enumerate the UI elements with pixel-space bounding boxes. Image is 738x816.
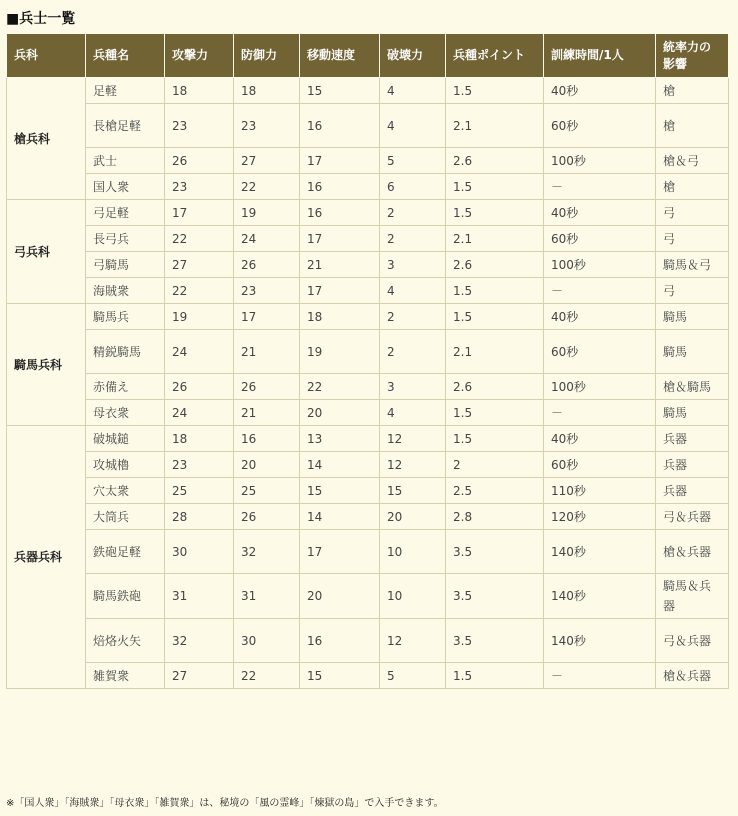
column-header: 兵種ポイント bbox=[446, 34, 544, 78]
table-cell: 2.5 bbox=[446, 478, 544, 504]
table-cell: 4 bbox=[380, 78, 446, 104]
table-cell: 12 bbox=[380, 426, 446, 452]
table-cell: 20 bbox=[300, 400, 380, 426]
table-cell: 2.1 bbox=[446, 226, 544, 252]
table-cell: 30 bbox=[234, 619, 300, 663]
table-cell: 1.5 bbox=[446, 200, 544, 226]
table-cell: 13 bbox=[300, 426, 380, 452]
table-cell: 騎馬 bbox=[656, 400, 729, 426]
soldier-table bbox=[6, 33, 729, 689]
table-cell: 5 bbox=[380, 148, 446, 174]
table-body bbox=[7, 78, 729, 689]
table-cell: 3.5 bbox=[446, 574, 544, 619]
table-cell: － bbox=[544, 174, 656, 200]
table-row bbox=[7, 619, 729, 663]
column-header: 統率力の影響 bbox=[656, 34, 729, 78]
table-cell: 26 bbox=[165, 148, 234, 174]
table-cell: 25 bbox=[234, 478, 300, 504]
table-cell: 6 bbox=[380, 174, 446, 200]
table-cell: 60秒 bbox=[544, 452, 656, 478]
table-row bbox=[7, 530, 729, 574]
table-cell: 騎馬＆兵器 bbox=[656, 574, 729, 619]
table-cell: 27 bbox=[165, 663, 234, 689]
table-cell: 槍＆兵器 bbox=[656, 663, 729, 689]
unit-name-cell: 大筒兵 bbox=[86, 504, 165, 530]
table-cell: 3 bbox=[380, 374, 446, 400]
table-cell: 24 bbox=[234, 226, 300, 252]
table-cell: 22 bbox=[234, 174, 300, 200]
table-cell: 3.5 bbox=[446, 619, 544, 663]
table-cell: 22 bbox=[234, 663, 300, 689]
table-cell: 20 bbox=[234, 452, 300, 478]
table-cell: 16 bbox=[300, 619, 380, 663]
column-header: 兵種名 bbox=[86, 34, 165, 78]
table-cell: 3.5 bbox=[446, 530, 544, 574]
table-cell: 2.1 bbox=[446, 104, 544, 148]
unit-name-cell: 精鋭騎馬 bbox=[86, 330, 165, 374]
table-cell: 槍＆兵器 bbox=[656, 530, 729, 574]
table-cell: 23 bbox=[165, 452, 234, 478]
table-cell: 21 bbox=[300, 252, 380, 278]
table-cell: 5 bbox=[380, 663, 446, 689]
table-cell: 3 bbox=[380, 252, 446, 278]
table-cell: 槍 bbox=[656, 174, 729, 200]
unit-name-cell: 弓騎馬 bbox=[86, 252, 165, 278]
table-cell: 18 bbox=[234, 78, 300, 104]
table-cell: 15 bbox=[300, 78, 380, 104]
table-cell: 15 bbox=[380, 478, 446, 504]
branch-cell: 騎馬兵科 bbox=[7, 304, 86, 426]
table-cell: － bbox=[544, 400, 656, 426]
unit-name-cell: 母衣衆 bbox=[86, 400, 165, 426]
table-cell: 16 bbox=[234, 426, 300, 452]
table-cell: － bbox=[544, 663, 656, 689]
table-cell: 20 bbox=[380, 504, 446, 530]
table-row bbox=[7, 148, 729, 174]
table-cell: 1.5 bbox=[446, 78, 544, 104]
table-row bbox=[7, 330, 729, 374]
table-cell: 16 bbox=[300, 174, 380, 200]
unit-name-cell: 弓足軽 bbox=[86, 200, 165, 226]
table-cell: 26 bbox=[165, 374, 234, 400]
table-cell: 弓＆兵器 bbox=[656, 504, 729, 530]
table-cell: 14 bbox=[300, 504, 380, 530]
table-cell: 18 bbox=[165, 78, 234, 104]
table-cell: 槍＆騎馬 bbox=[656, 374, 729, 400]
table-cell: 23 bbox=[165, 104, 234, 148]
table-cell: 15 bbox=[300, 478, 380, 504]
table-row bbox=[7, 374, 729, 400]
table-row bbox=[7, 574, 729, 619]
table-cell: 24 bbox=[165, 330, 234, 374]
table-cell: 1.5 bbox=[446, 426, 544, 452]
table-cell: 40秒 bbox=[544, 78, 656, 104]
table-cell: 60秒 bbox=[544, 330, 656, 374]
table-cell: 32 bbox=[234, 530, 300, 574]
table-cell: 110秒 bbox=[544, 478, 656, 504]
table-cell: 17 bbox=[165, 200, 234, 226]
table-row bbox=[7, 252, 729, 278]
table-cell: 1.5 bbox=[446, 304, 544, 330]
table-cell: 1.5 bbox=[446, 278, 544, 304]
table-cell: 15 bbox=[300, 663, 380, 689]
column-header: 破壊力 bbox=[380, 34, 446, 78]
table-cell: 17 bbox=[234, 304, 300, 330]
table-cell: 17 bbox=[300, 530, 380, 574]
table-cell: 槍 bbox=[656, 104, 729, 148]
column-header: 訓練時間/1人 bbox=[544, 34, 656, 78]
table-cell: 25 bbox=[165, 478, 234, 504]
unit-name-cell: 穴太衆 bbox=[86, 478, 165, 504]
table-cell: 槍＆弓 bbox=[656, 148, 729, 174]
table-cell: 21 bbox=[234, 400, 300, 426]
table-cell: 17 bbox=[300, 148, 380, 174]
table-cell: 2.6 bbox=[446, 374, 544, 400]
table-cell: 1.5 bbox=[446, 663, 544, 689]
table-cell: 1.5 bbox=[446, 174, 544, 200]
table-cell: 18 bbox=[165, 426, 234, 452]
table-row bbox=[7, 78, 729, 104]
table-cell: 100秒 bbox=[544, 374, 656, 400]
branch-cell: 兵器兵科 bbox=[7, 426, 86, 689]
table-cell: 槍 bbox=[656, 78, 729, 104]
table-cell: 2 bbox=[380, 330, 446, 374]
table-cell: 弓 bbox=[656, 278, 729, 304]
table-row bbox=[7, 400, 729, 426]
branch-cell: 弓兵科 bbox=[7, 200, 86, 304]
table-cell: － bbox=[544, 278, 656, 304]
table-cell: 19 bbox=[165, 304, 234, 330]
table-cell: 22 bbox=[165, 226, 234, 252]
table-row bbox=[7, 504, 729, 530]
table-cell: 16 bbox=[300, 200, 380, 226]
table-cell: 120秒 bbox=[544, 504, 656, 530]
table-cell: 兵器 bbox=[656, 426, 729, 452]
table-cell: 22 bbox=[300, 374, 380, 400]
unit-name-cell: 攻城櫓 bbox=[86, 452, 165, 478]
table-cell: 40秒 bbox=[544, 200, 656, 226]
column-header: 兵科 bbox=[7, 34, 86, 78]
table-cell: 26 bbox=[234, 374, 300, 400]
table-cell: 60秒 bbox=[544, 104, 656, 148]
table-cell: 2 bbox=[446, 452, 544, 478]
table-cell: 140秒 bbox=[544, 619, 656, 663]
table-cell: 兵器 bbox=[656, 478, 729, 504]
table-header-row bbox=[7, 34, 729, 78]
table-cell: 23 bbox=[234, 104, 300, 148]
table-cell: 60秒 bbox=[544, 226, 656, 252]
unit-name-cell: 雑賀衆 bbox=[86, 663, 165, 689]
unit-name-cell: 国人衆 bbox=[86, 174, 165, 200]
unit-name-cell: 武士 bbox=[86, 148, 165, 174]
table-cell: 100秒 bbox=[544, 148, 656, 174]
table-cell: 22 bbox=[165, 278, 234, 304]
table-cell: 2.6 bbox=[446, 252, 544, 278]
table-cell: 弓＆兵器 bbox=[656, 619, 729, 663]
unit-name-cell: 騎馬兵 bbox=[86, 304, 165, 330]
table-cell: 31 bbox=[165, 574, 234, 619]
table-cell: 2.6 bbox=[446, 148, 544, 174]
table-cell: 19 bbox=[234, 200, 300, 226]
table-cell: 1.5 bbox=[446, 400, 544, 426]
table-cell: 40秒 bbox=[544, 304, 656, 330]
table-cell: 4 bbox=[380, 400, 446, 426]
table-cell: 23 bbox=[165, 174, 234, 200]
footnote: ※「国人衆」「海賊衆」「母衣衆」「雑賀衆」は、秘境の「風の霊峰」「煉獄の島」で入手できます。 bbox=[6, 798, 444, 809]
unit-name-cell: 赤備え bbox=[86, 374, 165, 400]
unit-name-cell: 海賊衆 bbox=[86, 278, 165, 304]
table-cell: 18 bbox=[300, 304, 380, 330]
table-row bbox=[7, 304, 729, 330]
table-cell: 10 bbox=[380, 574, 446, 619]
unit-name-cell: 鉄砲足軽 bbox=[86, 530, 165, 574]
column-header: 防御力 bbox=[234, 34, 300, 78]
table-cell: 40秒 bbox=[544, 426, 656, 452]
table-cell: 20 bbox=[300, 574, 380, 619]
unit-name-cell: 焙烙火矢 bbox=[86, 619, 165, 663]
unit-name-cell: 長弓兵 bbox=[86, 226, 165, 252]
unit-name-cell: 破城鎚 bbox=[86, 426, 165, 452]
table-row bbox=[7, 226, 729, 252]
table-row bbox=[7, 278, 729, 304]
table-cell: 騎馬 bbox=[656, 304, 729, 330]
table-cell: 12 bbox=[380, 452, 446, 478]
table-cell: 28 bbox=[165, 504, 234, 530]
unit-name-cell: 足軽 bbox=[86, 78, 165, 104]
table-cell: 32 bbox=[165, 619, 234, 663]
table-cell: 24 bbox=[165, 400, 234, 426]
table-row bbox=[7, 452, 729, 478]
table-row bbox=[7, 478, 729, 504]
table-cell: 17 bbox=[300, 226, 380, 252]
table-cell: 14 bbox=[300, 452, 380, 478]
table-cell: 26 bbox=[234, 252, 300, 278]
table-row bbox=[7, 104, 729, 148]
table-cell: 140秒 bbox=[544, 530, 656, 574]
table-cell: 2 bbox=[380, 304, 446, 330]
unit-name-cell: 長槍足軽 bbox=[86, 104, 165, 148]
table-cell: 12 bbox=[380, 619, 446, 663]
table-cell: 27 bbox=[234, 148, 300, 174]
table-cell: 31 bbox=[234, 574, 300, 619]
table-cell: 2 bbox=[380, 200, 446, 226]
table-cell: 26 bbox=[234, 504, 300, 530]
table-cell: 16 bbox=[300, 104, 380, 148]
table-cell: 2.1 bbox=[446, 330, 544, 374]
table-cell: 4 bbox=[380, 104, 446, 148]
table-cell: 17 bbox=[300, 278, 380, 304]
table-cell: 兵器 bbox=[656, 452, 729, 478]
table-cell: 23 bbox=[234, 278, 300, 304]
table-cell: 140秒 bbox=[544, 574, 656, 619]
table-row bbox=[7, 426, 729, 452]
table-row bbox=[7, 663, 729, 689]
table-cell: 騎馬 bbox=[656, 330, 729, 374]
table-cell: 騎馬＆弓 bbox=[656, 252, 729, 278]
table-cell: 4 bbox=[380, 278, 446, 304]
branch-cell: 槍兵科 bbox=[7, 78, 86, 200]
table-row bbox=[7, 174, 729, 200]
table-cell: 19 bbox=[300, 330, 380, 374]
page-title: ■兵士一覧 bbox=[6, 11, 76, 27]
table-cell: 弓 bbox=[656, 226, 729, 252]
table-cell: 27 bbox=[165, 252, 234, 278]
table-cell: 100秒 bbox=[544, 252, 656, 278]
table-cell: 10 bbox=[380, 530, 446, 574]
unit-name-cell: 騎馬鉄砲 bbox=[86, 574, 165, 619]
column-header: 移動速度 bbox=[300, 34, 380, 78]
table-cell: 30 bbox=[165, 530, 234, 574]
table-cell: 21 bbox=[234, 330, 300, 374]
column-header: 攻撃力 bbox=[165, 34, 234, 78]
table-row bbox=[7, 200, 729, 226]
table-cell: 弓 bbox=[656, 200, 729, 226]
table-cell: 2.8 bbox=[446, 504, 544, 530]
table-cell: 2 bbox=[380, 226, 446, 252]
